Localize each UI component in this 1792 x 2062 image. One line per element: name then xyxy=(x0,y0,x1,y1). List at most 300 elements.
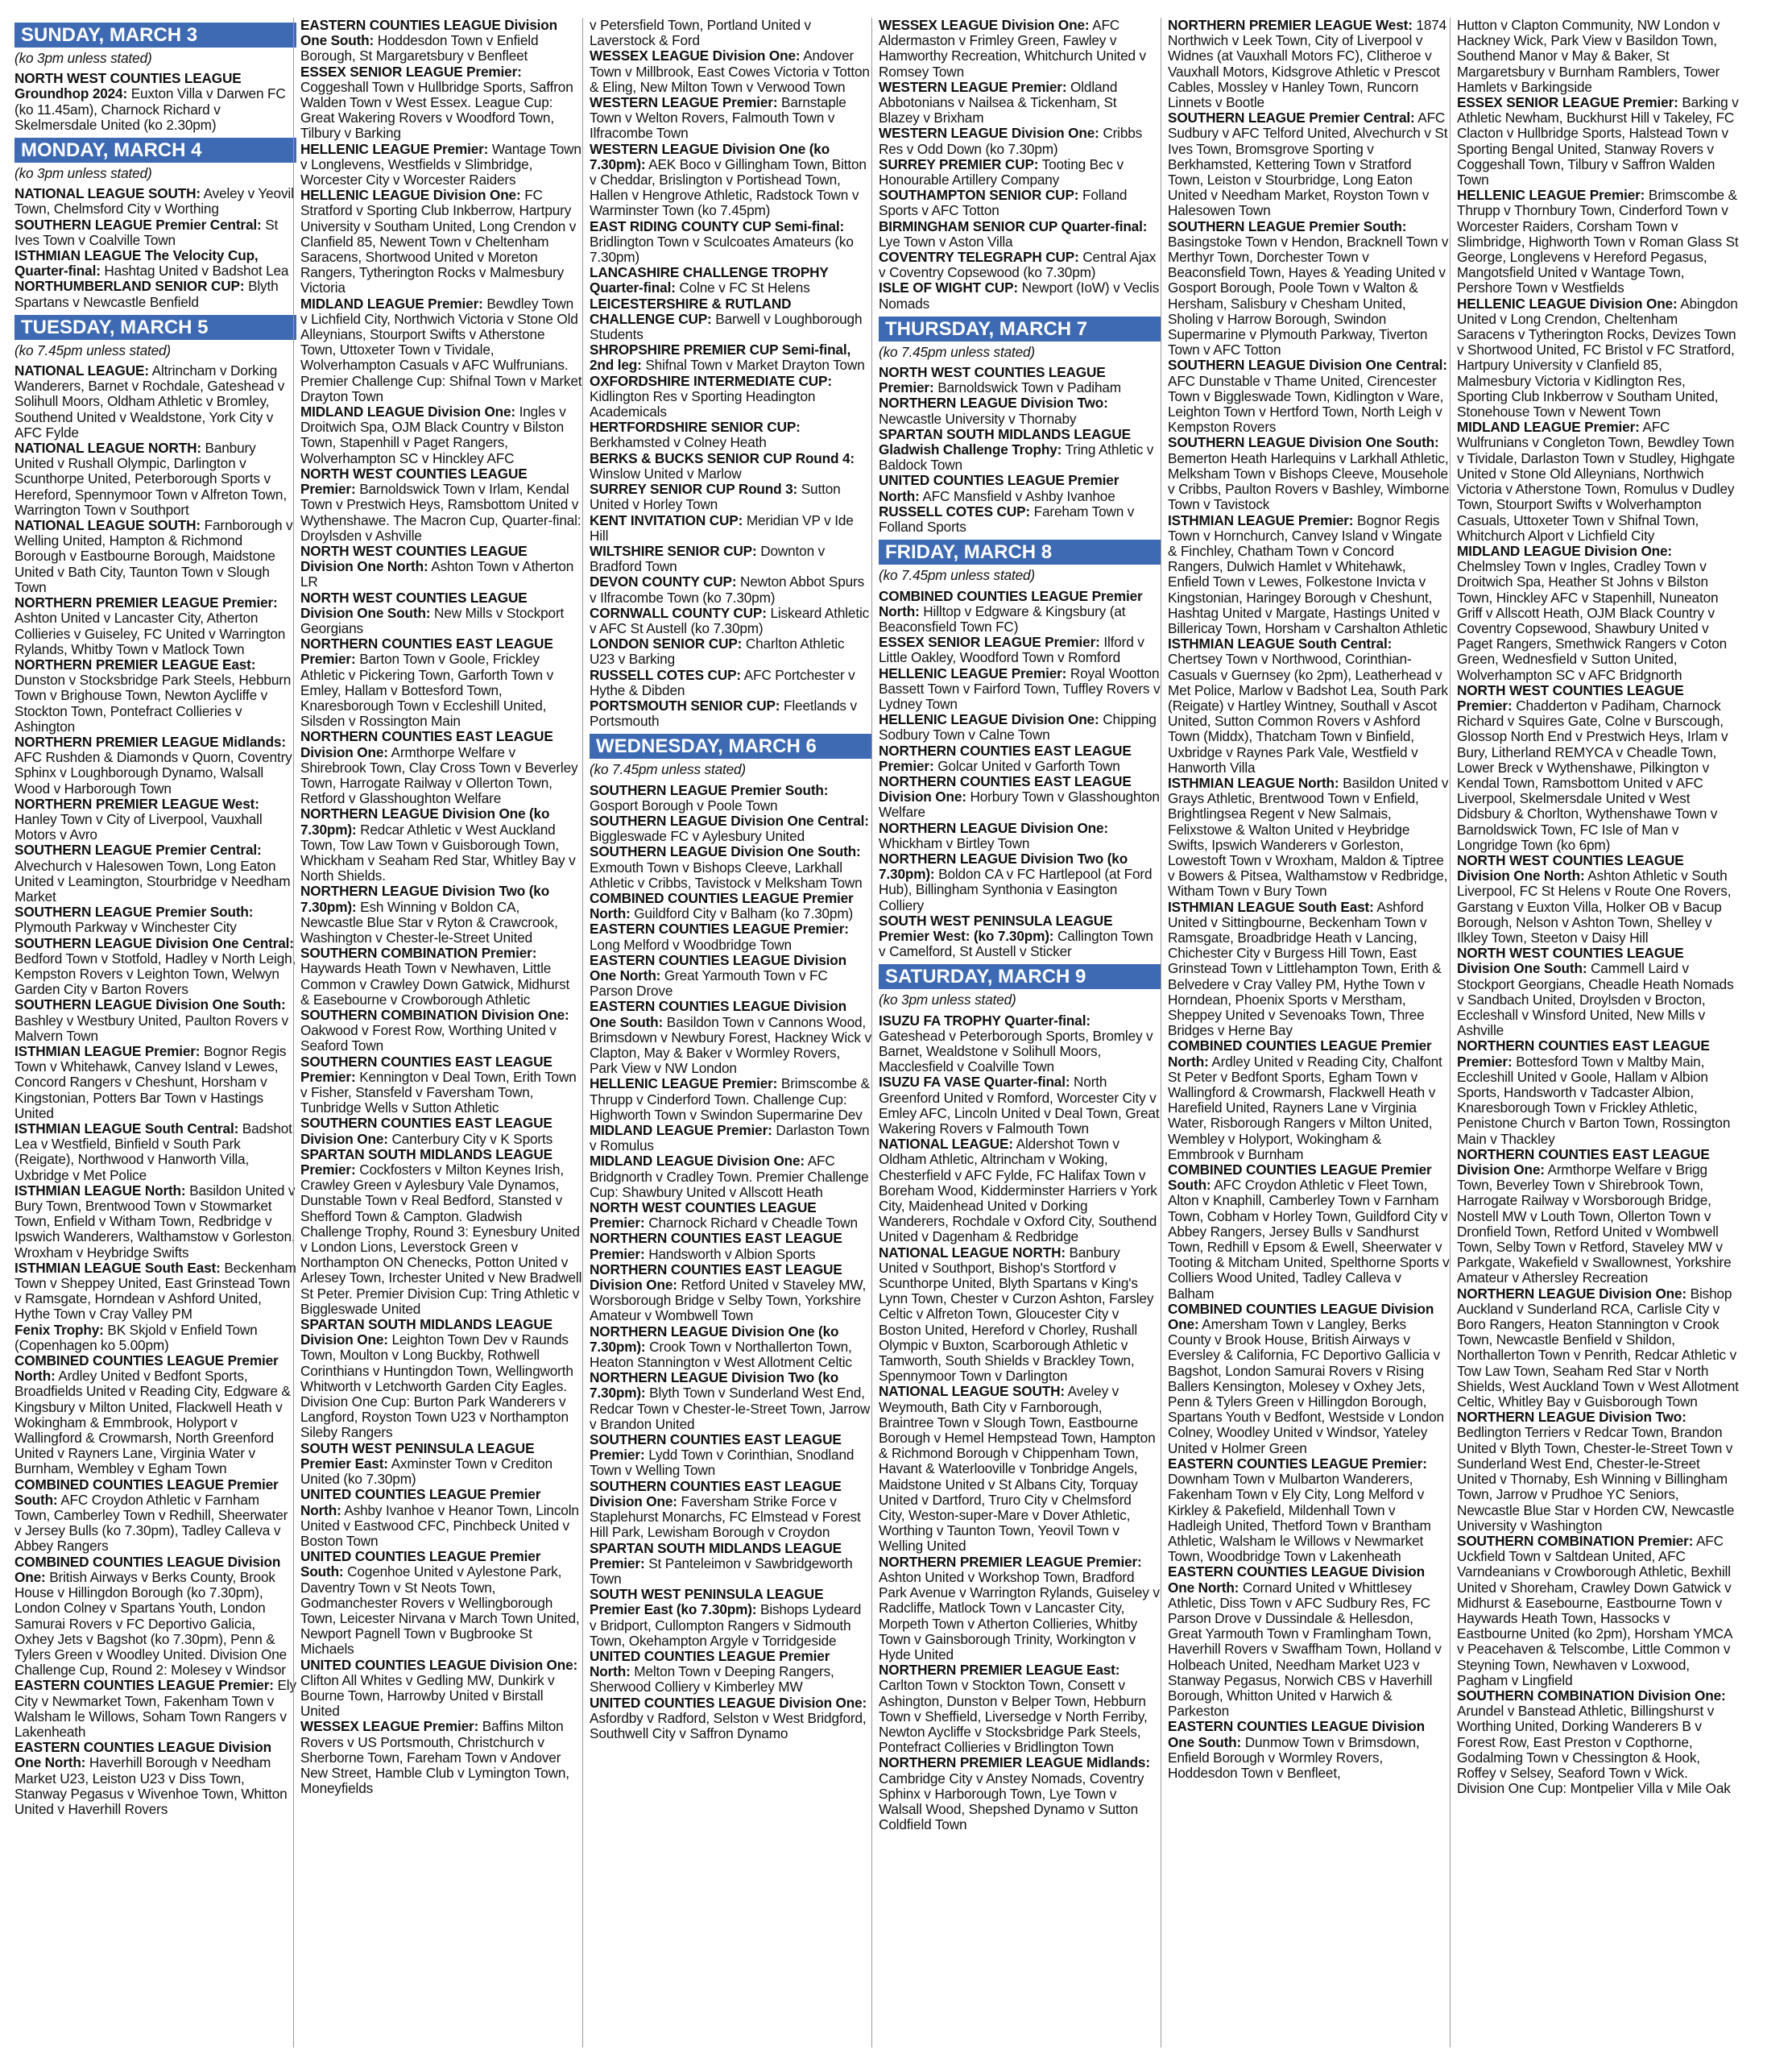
fixture-entry xyxy=(1168,1456,1450,1564)
fixture-list: Bedlington Terriers v Redcar Town, Brandon United v Blyth Town, Chester-le-Street Town v Sunderland West End, Chester-le-Street United v Thornaby, Esh Winning v Billingham Town, Jarrow v Prudhoe YC Seniors, Newcastle Blue Star v Horden CW, Newcastle University v Washington xyxy=(1457,1424,1735,1534)
competition-heading: SOUTHERN COMBINATION Division One: xyxy=(1457,1687,1726,1704)
fixture-list: Folland Sports v AFC Totton xyxy=(879,187,1128,219)
fixture-list: Cribbs Res v Odd Down (ko 7.30pm) xyxy=(879,125,1143,157)
competition-heading: NORTHERN COUNTIES EAST LEAGUE Division One: xyxy=(590,1261,842,1294)
fixture-entry xyxy=(590,1153,871,1200)
fixture-list: AFC Wulfrunians v Congleton Town, Bewdley Town v Tividale, Darlaston Town v Studley, Highgate United v Stone Old Alleynians, Northwich Victoria v Atherstone Town, Romulus v Dudley Town, Stourport Swifts v Wolverhampton Casuals, Uttoxeter Town v Shifnal Town, Whitchurch Alport v Lichfield City xyxy=(1457,419,1735,544)
fixture-entry xyxy=(590,48,871,95)
fixture-list: Wantage Town v Longlevens, Westfields v Slimbridge, Worcester City v Worcester Raiders xyxy=(300,140,581,188)
fixture-entry xyxy=(590,574,871,605)
fixture-entry xyxy=(590,1324,871,1371)
competition-heading: SOUTHERN LEAGUE Division One Central: xyxy=(1168,357,1447,374)
fixture-list: Crook Town v Northallerton Town, Heaton Stannington v West Allotment Celtic xyxy=(590,1338,852,1371)
competition-heading: NATIONAL LEAGUE SOUTH: xyxy=(879,1383,1065,1400)
competition-heading: SOUTHERN LEAGUE Premier Central: xyxy=(1168,110,1415,126)
fixture-list: Bashley v Westbury United, Paulton Rovers v Malvern Town xyxy=(14,1012,289,1044)
competition-heading: NORTHERN LEAGUE Division Two (ko 7.30pm): xyxy=(879,850,1128,883)
fixture-entry xyxy=(590,783,871,814)
fixture-list: Ashton United v Lancaster City, Atherton Collieries v Guiseley, FC United v Warrington Rylands, Whitby Town v Matlock Town xyxy=(14,610,286,657)
column-2 xyxy=(293,18,582,2048)
fixture-list: Meridian VP v Ide Hill xyxy=(590,511,854,544)
fixture-list: Charlton Athletic U23 v Barking xyxy=(590,636,845,668)
fixture-entry xyxy=(14,1044,296,1121)
fixture-list: Barking v Athletic Newham, Buckhurst Hill v Takeley, FC Clacton v Hullbridge Sports, Halstead Town v Sporting Bengal United, Stanway Rovers v Coggeshall Town, Tilbury v Saffron Walden Town xyxy=(1457,94,1739,188)
fixture-entry xyxy=(300,18,582,64)
day-heading: FRIDAY, MARCH 8 xyxy=(879,540,1161,565)
competition-heading: UNITED COUNTIES LEAGUE Division One: xyxy=(590,1694,867,1711)
fixture-entry xyxy=(300,64,582,142)
fixture-list: Chelmsley Town v Ingles, Cradley Town v Droitwich Spa, Heather St Johns v Bilston Town, Hinckley AFC v Stapenhill, Nuneaton Griff v Allscott Heath, OJM Black Country v Coventry Copsewood, Shawbury United v Paget Rangers, Smethwick Rangers v Coton Green, Wednesfield v Sutton United, Wolverhampton SC v AFC Bridgnorth xyxy=(1457,558,1728,683)
fixture-entry xyxy=(300,1441,582,1488)
competition-heading: WESTERN LEAGUE Division One (ko 7.30pm): xyxy=(590,140,830,172)
competition-heading: NORTHERN LEAGUE Division Two (ko 7.30pm): xyxy=(300,883,550,915)
competition-heading: BERKS & BUCKS SENIOR CUP Round 4: xyxy=(590,449,855,466)
competition-heading: COVENTRY TELEGRAPH CUP: xyxy=(879,249,1079,266)
competition-heading: NORTHERN PREMIER LEAGUE West: xyxy=(14,795,259,812)
competition-heading: ISTHMIAN LEAGUE North: xyxy=(14,1182,186,1199)
fixture-list: Barnstaple Town v Welton Rovers, Falmouth Town v Ilfracombe Town xyxy=(590,94,846,142)
competition-heading: COMBINED COUNTIES LEAGUE Premier South: xyxy=(1168,1161,1432,1194)
competition-heading: SOUTHERN LEAGUE Premier Central: xyxy=(14,842,262,859)
fixture-list: Boldon CA v FC Hartlepool (at Ford Hub), Billingham Synthonia v Easington Colliery xyxy=(879,866,1153,913)
competition-heading: SOUTHERN COMBINATION Division One: xyxy=(300,1007,569,1023)
fixture-list: Farnborough v Welling United, Hampton & Richmond Borough v Eastbourne Borough, Maidstone United v Bath City, Taunton Town v Slough Town xyxy=(14,517,293,595)
fixture-entry xyxy=(590,891,871,921)
fixture-entry xyxy=(300,404,582,466)
fixture-entry xyxy=(590,513,871,544)
fixture-list: Colne v FC St Helens xyxy=(679,279,810,296)
fixture-entry xyxy=(590,1262,871,1324)
competition-heading: COMBINED COUNTIES LEAGUE Premier North: xyxy=(1168,1037,1432,1070)
competition-heading: NATIONAL LEAGUE SOUTH: xyxy=(14,517,201,534)
fixture-list: Asfordby v Radford, Selston v West Bridgford, Southwell City v Saffron Dynamo xyxy=(590,1709,867,1741)
fixture-entry xyxy=(14,1121,296,1183)
fixture-entry xyxy=(1168,636,1450,776)
fixture-list: Dunston v Stocksbridge Park Steels, Hebburn Town v Brighouse Town, Newton Aycliffe v Stockton Town, Pontefract Collieries v Ashington xyxy=(14,672,292,735)
competition-heading: MIDLAND LEAGUE Division One: xyxy=(590,1153,805,1170)
competition-heading: COMBINED COUNTIES LEAGUE Premier North: xyxy=(879,587,1143,619)
fixture-entry xyxy=(879,427,1161,474)
fixture-entry xyxy=(300,296,582,404)
competition-heading: COMBINED COUNTIES LEAGUE Division One: xyxy=(1168,1300,1434,1333)
competition-heading: EASTERN COUNTIES LEAGUE Premier: xyxy=(14,1677,274,1694)
fixture-entry xyxy=(879,80,1161,126)
fixture-entry xyxy=(14,657,296,735)
fixture-list: Cammell Laird v Stockport Georgians, Cheadle Heath Nomads v Sandbach United, Droylsden v Brocton, Eccleshall v Winsford United, New Mills v Ashville xyxy=(1457,960,1734,1039)
competition-heading: SOUTHERN LEAGUE Premier Central: xyxy=(14,216,262,233)
fixture-entry xyxy=(300,142,582,188)
fixture-entry xyxy=(879,126,1161,156)
competition-heading: EASTERN COUNTIES LEAGUE Premier: xyxy=(590,921,849,938)
fixture-list: Barton Town v Goole, Frickley Athletic v Pickering Town, Garforth Town v Emley, Hallam v Bottesford Town, Knaresborough Town v Eccleshill United, Silsden v Rossington Main xyxy=(300,651,554,730)
fixture-list: Callington Town v Camelford, St Austell v Sticker xyxy=(879,927,1153,960)
fixture-list: Ashton Athletic v South Liverpool, FC St Helens v Route One Rovers, Garstang v Euxton Villa, Holker OB v Bacup Borough, Nelson v Ashton Town, Shelley v Ilkley Town, Steeton v Daisy Hill xyxy=(1457,867,1732,946)
fixture-list: Ely City v Newmarket Town, Fakenham Town v Walsham le Willows, Soham Town Rangers v Lakenheath xyxy=(14,1677,296,1740)
competition-heading: WESTERN LEAGUE Premier: xyxy=(879,78,1067,95)
fixture-entry xyxy=(1457,544,1739,683)
competition-heading: SOUTHERN COMBINATION Premier: xyxy=(300,945,537,962)
fixture-list: Barnoldswick Town v Padiham xyxy=(937,379,1121,396)
fixture-list: Fleetlands v Portsmouth xyxy=(590,697,857,730)
fixture-entry xyxy=(1457,1286,1739,1410)
competition-heading: BIRMINGHAM SENIOR CUP Quarter-final: xyxy=(879,217,1148,234)
fixture-entry xyxy=(14,1678,296,1740)
fixture-entry xyxy=(590,1076,871,1123)
competition-heading: NORTHERN COUNTIES EAST LEAGUE Division One: xyxy=(1457,1145,1710,1178)
fixture-list: Whickham v Birtley Town xyxy=(879,834,1030,851)
fixture-list: Dunmow Town v Brimsdown, Enfield Borough v Wormley Rovers, Hoddesdon Town v Benfleet, xyxy=(1168,1733,1420,1781)
fixture-entry xyxy=(879,712,1161,743)
fixture-entry xyxy=(14,1740,296,1817)
fixture-entry xyxy=(590,1370,871,1432)
competition-heading: ISTHMIAN LEAGUE South East: xyxy=(14,1259,221,1276)
fixture-list: Bedford Town v Stotfold, Hadley v North Leigh, Kempston Rovers v Leighton Town, Welwyn Garden City v Barton Rovers xyxy=(14,950,296,998)
fixture-entry xyxy=(590,1123,871,1153)
fixture-list: Axminster Town v Crediton United (ko 7.30pm) xyxy=(300,1455,552,1488)
fixture-entry xyxy=(590,953,871,1000)
day-heading: THURSDAY, MARCH 7 xyxy=(879,317,1161,342)
competition-heading: NORTHUMBERLAND SENIOR CUP: xyxy=(14,278,245,295)
competition-heading: NORTHERN LEAGUE Division One (ko 7.30pm): xyxy=(590,1323,839,1355)
fixture-entry xyxy=(14,1555,296,1679)
competition-heading: SOUTHERN COUNTIES EAST LEAGUE Premier: xyxy=(300,1053,552,1085)
fixture-list: Badshot Lea v Westfield, Binfield v South Park (Reigate), Northwood v Hanworth Villa, Uxbridge v Met Police xyxy=(14,1120,292,1183)
fixture-entry xyxy=(300,1116,582,1146)
competition-heading: NORTH WEST COUNTIES LEAGUE Premier: xyxy=(300,465,528,498)
competition-heading: KENT INVITATION CUP: xyxy=(590,511,743,528)
fixture-list: AFC Uckfield Town v Saltdean United, AFC Varndeanians v Crowborough Athletic, Bexhill United v Shoreham, Crawley Down Gatwick v Midhurst & Easebourne, Eastbourne Town v Haywards Heath Town, Hassocks v Eastbourne United (ko 2pm), Horsham YMCA v Peacehaven & Telscombe, Little Common v Steyning Town, Newhaven v Loxwood, Pagham v Lingfield xyxy=(1457,1532,1732,1688)
fixture-list: Carlton Town v Stockton Town, Consett v Ashington, Dunston v Belper Town, Hebburn Town v Sheffield, Liversedge v North Ferriby, Newton Aycliffe v Stocksbridge Park Steels, Pontefract Collieries v Bridlington Town xyxy=(879,1677,1148,1756)
fixture-entry xyxy=(879,365,1161,395)
fixture-list: Cornard United v Whittlesey Athletic, Diss Town v AFC Sudbury Res, FC Parson Drove v Dussindale & Hellesdon, Great Yarmouth Town v Framlingham Town, Haverhill Rovers v Swaffham Town, Holland v Holbeach United, Needham Market U23 v Stanway Pegasus, Norwich CBS v Haverhill Borough, Whitton United v Harwich & Parkeston xyxy=(1168,1579,1442,1720)
kickoff-note: (ko 3pm unless stated) xyxy=(14,50,152,66)
fixture-entry xyxy=(879,395,1161,426)
competition-heading: WESTERN LEAGUE Premier: xyxy=(590,94,778,111)
fixture-list: Cambridge City v Anstey Nomads, Coventry Sphinx v Harborough Town, Lye Town v Walsall Wood, Shepshed Dynamo v Sutton Coldfield Town xyxy=(879,1770,1144,1833)
fixture-entry xyxy=(1457,95,1739,188)
fixture-entry xyxy=(1457,946,1739,1038)
fixture-list: Bridlington Town v Sculcoates Amateurs (ko 7.30pm) xyxy=(590,233,854,266)
competition-heading: SOUTHAMPTON SENIOR CUP: xyxy=(879,187,1079,204)
competition-heading: CORNWALL COUNTY CUP: xyxy=(590,604,767,621)
fixture-entry xyxy=(1168,358,1450,435)
competition-heading: WESSEX LEAGUE Premier: xyxy=(300,1718,479,1735)
fixture-list: Banbury United v Southport, Bishop's Stortford v Scunthorpe United, Blyth Spartans v King's Lynn Town, Chester v Curzon Ashton, Farsley Celtic v Alfreton Town, Gloucester City v Boston United, Hereford v Chorley, Rushall Olympic v Buxton, Scarborough Athletic v Tamworth, South Shields v Brackley Town, Spennymoor Town v Darlington xyxy=(879,1244,1154,1385)
fixture-list: AFC Sudbury v AFC Telford United, Alvechurch v St Ives Town, Bromsgrove Sporting v Berkhamsted, Kettering Town v Stratford Town, Leiston v Stourbridge, Long Eaton United v Needham Market, Royston Town v Halesowen Town xyxy=(1168,110,1448,219)
competition-heading: UNITED COUNTIES LEAGUE Premier South: xyxy=(300,1548,541,1580)
fixture-list: Kennington v Deal Town, Erith Town v Fisher, Stansfeld v Faversham Town, Tunbridge Wells v Sutton Athletic xyxy=(300,1068,577,1116)
fixture-list: Chadderton v Padiham, Charnock Richard v Squires Gate, Colne v Burscough, Glossop North End v Prestwich Heys, Irlam v Bury, Litherland REMYCA v Cheadle Town, Lower Breck v Wythenshawe, Pilkington v Kendal Town, Ramsbottom United v AFC Liverpool, Skelmersdale United v West Didsbury & Chorlton, Wythenshawe Town v Barnoldswick Town, FC Isle of Man v Longridge Town (ko 6pm) xyxy=(1457,697,1728,853)
day-heading: SUNDAY, MARCH 3 xyxy=(14,23,296,48)
fixture-list: Baffins Milton Rovers v US Portsmouth, Christchurch v Sherborne Town, Fareham Town v Andover New Street, Hamble Club v Lymington Town, Moneyfields xyxy=(300,1718,569,1797)
fixture-entry xyxy=(879,666,1161,713)
competition-heading: Fenix Trophy: xyxy=(14,1321,104,1338)
fixture-entry xyxy=(590,814,871,844)
fixture-entry xyxy=(1168,1564,1450,1719)
competition-heading: PORTSMOUTH SENIOR CUP: xyxy=(590,697,780,714)
fixture-list: Amersham Town v Langley, Berks County v Brook House, British Airways v Eversley & California, FC Deportivo Gallicia v Bagshot, London Samurai Rovers v Rising Ballers Kensington, Molesey v Oxhey Jets, Penn & Tylers Green v Hillingdon Borough, Spartans Youth v Bedfont, Westside v London Colney, Woodley United v Windsor, Yateley United v Holmer Green xyxy=(1168,1316,1444,1456)
fixture-entry xyxy=(879,18,1161,80)
competition-heading: SPARTAN SOUTH MIDLANDS LEAGUE Gladwish Challenge Trophy: xyxy=(879,425,1131,458)
column-3 xyxy=(582,18,871,2048)
fixture-entry xyxy=(879,157,1161,188)
day-heading: WEDNESDAY, MARCH 6 xyxy=(590,734,871,759)
fixture-entry xyxy=(1168,1038,1450,1162)
competition-heading: NORTHERN COUNTIES EAST LEAGUE Premier: xyxy=(590,1230,842,1262)
fixture-list: Leighton Town Dev v Raunds Town, Moulton v Long Buckby, Rothwell Corinthians v Huntingdon Town, Wellingworth Whitworth v Letchworth Garden City Eagles. Division One Cup: Burton Park Wanderers v Langford, Royston Town U23 v Northampton Sileby Rangers xyxy=(300,1331,573,1441)
fixture-list: Canterbury City v K Sports xyxy=(391,1130,553,1147)
competition-heading: ISTHMIAN LEAGUE North: xyxy=(1168,774,1339,791)
competition-heading: HELLENIC LEAGUE Division One: xyxy=(300,187,521,204)
fixture-entry xyxy=(590,1696,871,1742)
competition-heading: NORTH WEST COUNTIES LEAGUE Division One North: xyxy=(1457,851,1684,884)
competition-heading: NORTHERN PREMIER LEAGUE Premier: xyxy=(14,594,278,611)
competition-heading: ISUZU FA VASE Quarter-final: xyxy=(879,1074,1070,1091)
competition-heading: SOUTHERN LEAGUE Division One South: xyxy=(1168,434,1439,451)
competition-heading: SOUTHERN LEAGUE Division One Central: xyxy=(14,934,294,951)
fixture-entry xyxy=(1457,683,1739,853)
competition-heading: NORTHERN PREMIER LEAGUE Midlands: xyxy=(879,1754,1150,1771)
fixture-list: AFC Rushden & Diamonds v Quorn, Coventry Sphinx v Loughborough Dynamo, Walsall Wood v Harborough Town xyxy=(14,749,292,797)
fixture-entry xyxy=(14,595,296,657)
fixture-entry xyxy=(1168,219,1450,358)
fixture-entry xyxy=(590,451,871,482)
competition-heading: COMBINED COUNTIES LEAGUE Premier South: xyxy=(14,1476,279,1508)
fixture-list: British Airways v Berks County, Brook House v Hillingdon Borough (ko 7.30pm), London Colney v Spartans Youth, London Samurai Rovers v FC Deportivo Galicia, Oxhey Jets v Bagshot (ko 7.30pm), Penn & Tylers Green v Woodley United. Division One Challenge Cup, Round 2: Molesey v Windsor xyxy=(14,1568,288,1679)
fixture-list: Charnock Richard v Cheadle Town xyxy=(648,1215,858,1232)
fixture-list: Handsworth v Albion Sports xyxy=(648,1245,816,1262)
column-6 xyxy=(1450,18,1739,2048)
fixture-entry xyxy=(879,821,1161,851)
fixture-entry xyxy=(1168,435,1450,512)
competition-heading: UNITED COUNTIES LEAGUE Division One: xyxy=(300,1656,578,1673)
competition-heading: SOUTHERN LEAGUE Premier South: xyxy=(14,904,254,921)
fixture-list: Armthorpe Welfare v Brigg Town, Beverley Town v Shirebrook Town, Harrogate Railway v Worsborough Bridge, Nostell MW v Louth Town, Ollerton Town v Dronfield Town, Retford United v Wombwell Town, Selby Town v Retford, Staveley MW v Parkgate, Wakefield v Swallownest, Yorkshire Amateur v Athersley Recreation xyxy=(1457,1161,1732,1286)
competition-heading: SOUTHERN COMBINATION Premier: xyxy=(1457,1532,1694,1549)
fixture-entry xyxy=(590,18,871,48)
competition-heading: ESSEX SENIOR LEAGUE Premier: xyxy=(300,63,522,80)
fixture-entry xyxy=(300,188,582,296)
competition-heading: EAST RIDING COUNTY CUP Semi-final: xyxy=(590,217,845,234)
competition-heading: SOUTHERN LEAGUE Division One South: xyxy=(590,843,861,860)
fixture-entry xyxy=(879,1074,1161,1137)
fixture-entry xyxy=(879,1755,1161,1832)
competition-heading: SHROPSHIRE PREMIER CUP Semi-final, 2nd leg: xyxy=(590,342,851,374)
fixture-list: Ardley United v Reading City, Chalfont St Peter v Bedfont Sports, Egham Town v Wallingford & Crowmarsh, Flackwell Heath v Harefield United, Rayners Lane v Virginia Water, Risborough Rangers v Milton United, Wembley v Holyport, Wokingham & Emmbrook v Burnham xyxy=(1168,1053,1442,1162)
fixture-entry xyxy=(879,1013,1161,1075)
fixture-entry xyxy=(14,1477,296,1555)
fixture-entry xyxy=(879,219,1161,250)
fixture-list: Chertsey Town v Northwood, Corinthian-Casuals v Guernsey (ko 2pm), Leatherhead v Met Police, Marlow v Badshot Lea, South Park (Reigate) v Hartley Wintney, Southall v Ascot United, Sutton Common Rovers v Ashford Town (Middx), Thatcham Town v Binfield, Uxbridge v Raynes Park Vale, Westfield v Hanworth Villa xyxy=(1168,651,1448,776)
fixture-entry xyxy=(1168,1302,1450,1456)
competition-heading: MIDLAND LEAGUE Division One: xyxy=(300,404,515,420)
fixture-entry xyxy=(590,342,871,373)
fixture-entry xyxy=(590,1587,871,1649)
competition-heading: NORTHERN LEAGUE Division Two (ko 7.30pm): xyxy=(590,1369,839,1402)
fixture-entry xyxy=(879,473,1161,503)
fixture-list: Ashton United v Workshop Town, Bradford Park Avenue v Warrington Rylands, Guiseley v Radcliffe, Matlock Town v Lancaster City, Morpeth Town v Atherton Collieries, Whitby Town v Gainsborough Trinity, Workington v Hyde United xyxy=(879,1568,1160,1662)
fixture-entry xyxy=(14,217,296,248)
fixture-entry xyxy=(590,606,871,636)
fixture-entry xyxy=(14,518,296,595)
competition-heading: MIDLAND LEAGUE Premier: xyxy=(300,295,483,312)
fixture-list: Aveley v Weymouth, Bath City v Farnborough, Braintree Town v Slough Town, Eastbourne Borough v Hemel Hempstead Town, Hampton & Richmond Borough v Chippenham Town, Havant & Waterlooville v Tonbridge Angels, Maidstone United v St Albans City, Torquay United v Dartford, Truro City v Chelmsford City, Weston-super-Mare v Dover Athletic, Worthing v Taunton Town, Yeovil Town v Welling United xyxy=(879,1383,1156,1555)
competition-heading: NORTH WEST COUNTIES LEAGUE Division One North: xyxy=(300,542,528,575)
fixture-list: Bottesford Town v Maltby Main, Eccleshill United v Goole, Hallam v Albion Sports, Handsworth v Tadcaster Albion, Knaresborough Town v Frickley Athletic, Penistone Church v Barton Town, Rossington Main v Thackley xyxy=(1457,1053,1731,1147)
competition-heading: SPARTAN SOUTH MIDLANDS LEAGUE Division One: xyxy=(300,1316,552,1348)
competition-heading: NORTH WEST COUNTIES LEAGUE Division One South: xyxy=(1457,945,1684,977)
fixture-entry xyxy=(1457,296,1739,420)
fixture-list: AFC Croydon Athletic v Farnham Town, Camberley Town v Redhill, Sheerwater v Jersey Bulls (ko 7.30pm), Tadley Calleva v Abbey Rangers xyxy=(14,1491,288,1555)
fixture-entry xyxy=(14,936,296,998)
fixture-list: Downham Town v Mulbarton Wanderers, Fakenham Town v Ely City, Long Melford v Kirkley & Pakefield, Mildenhall Town v Hadleigh United, Thetford Town v Brantham Athletic, Walsham le Willows v Newmarket Town, Woodbridge Town v Lakenheath xyxy=(1168,1471,1431,1565)
competition-heading: EASTERN COUNTIES LEAGUE Division One South: xyxy=(590,998,846,1030)
fixture-entry xyxy=(1457,1534,1739,1688)
fixture-entry xyxy=(590,921,871,952)
fixture-entry xyxy=(879,250,1161,280)
fixture-entry xyxy=(14,1183,296,1261)
competition-heading: ESSEX SENIOR LEAGUE Premier: xyxy=(879,634,1100,651)
competition-heading: NORTHERN LEAGUE Division One: xyxy=(1457,1285,1686,1302)
kickoff-note: (ko 7.45pm unless stated) xyxy=(590,761,747,778)
fixture-list: Lydd Town v Corinthian, Snodland Town v Welling Town xyxy=(590,1447,855,1479)
fixture-entry xyxy=(590,420,871,450)
fixture-entry xyxy=(1457,1688,1739,1796)
fixture-list: Horbury Town v Glasshoughton Welfare xyxy=(879,789,1160,821)
fixture-entry xyxy=(590,668,871,698)
competition-heading: HELLENIC LEAGUE Division One: xyxy=(1457,295,1678,312)
fixture-list: Newcastle University v Thornaby xyxy=(879,410,1077,427)
fixture-list: Retford United v Staveley MW, Worsborough Bridge v Selby Town, Yorkshire Amateur v Wombwell Town xyxy=(590,1277,867,1324)
fixture-entry xyxy=(300,806,582,884)
fixture-entry xyxy=(300,544,582,590)
fixture-entry xyxy=(14,441,296,518)
fixture-list: Brimscombe & Thrupp v Thornbury Town, Cinderford Town v Worcester Raiders, Corsham Town v Slimbridge, Highworth Town v Roman Glass St George, Longlevens v Hereford Pegasus, Mangotsfield United v Wantage Town, Pershore Town v Westfields xyxy=(1457,187,1739,296)
fixture-entry xyxy=(590,1541,871,1588)
fixture-list: Ashton Town v Atherton LR xyxy=(300,558,574,590)
fixture-entry xyxy=(1168,1719,1450,1781)
fixture-list: Banbury United v Rushall Olympic, Darlington v Scunthorpe United, Peterborough Sports v Hereford, Spennymoor Town v Alfreton Town, Warrington Town v Southport xyxy=(14,440,287,518)
fixture-list: Blyth Town v Sunderland West End, Redcar Town v Chester-le-Street Town, Jarrow v Brandon United xyxy=(590,1385,871,1432)
fixture-entry xyxy=(590,1231,871,1261)
fixture-entry xyxy=(1457,853,1739,946)
competition-heading: SOUTHERN LEAGUE Premier South: xyxy=(1168,217,1407,234)
fixture-entry xyxy=(590,482,871,512)
fixture-list: Winslow United v Marlow xyxy=(590,465,742,482)
competition-heading: NATIONAL LEAGUE NORTH: xyxy=(879,1244,1066,1261)
fixture-entry xyxy=(590,1200,871,1231)
competition-heading: LEICESTERSHIRE & RUTLAND CHALLENGE CUP: xyxy=(590,295,792,327)
competition-heading: NORTHERN PREMIER LEAGUE Midlands: xyxy=(14,733,286,750)
fixture-list: Central Ajax v Coventry Copsewood (ko 7.30pm) xyxy=(879,249,1157,281)
fixture-list: Haverhill Borough v Needham Market U23, Leiston U23 v Diss Town, Stanway Pegasus v Wivenhoe Town, Whitton United v Haverhill Rovers xyxy=(14,1754,288,1817)
competition-heading: RUSSELL COTES CUP: xyxy=(879,503,1030,520)
competition-heading: HELLENIC LEAGUE Premier: xyxy=(1457,187,1645,204)
fixture-list: Downton v Bradford Town xyxy=(590,542,826,575)
competition-heading: NORTH WEST COUNTIES LEAGUE Division One South: xyxy=(300,589,528,621)
competition-heading: ISLE OF WIGHT CUP: xyxy=(879,279,1018,296)
fixture-entry xyxy=(879,280,1161,311)
fixture-entry xyxy=(879,743,1161,774)
fixture-list: Royal Wootton Bassett Town v Fairford Town, Tuffley Rovers v Lydney Town xyxy=(879,665,1161,712)
competition-heading: NATIONAL LEAGUE NORTH: xyxy=(14,440,201,457)
competition-heading: SPARTAN SOUTH MIDLANDS LEAGUE Premier: xyxy=(300,1145,552,1178)
fixture-list: Haywards Heath Town v Newhaven, Little Common v Crawley Down Gatwick, Midhurst & Easebourne v Crowborough Athletic xyxy=(300,960,570,1008)
fixture-entry xyxy=(300,1147,582,1317)
competition-heading: NORTH WEST COUNTIES LEAGUE Premier: xyxy=(879,364,1106,396)
fixture-entry xyxy=(1168,900,1450,1039)
fixture-list: New Mills v Stockport Georgians xyxy=(300,604,565,636)
fixture-entry xyxy=(879,589,1161,636)
fixture-entry xyxy=(590,374,871,420)
competition-heading: ISTHMIAN LEAGUE Premier: xyxy=(14,1042,201,1059)
fixture-list: AFC Dunstable v Thame United, Cirencester Town v Biggleswade Town, Kidlington v Ware, Leighton Town v Hertford Town, North Leigh v Kempston Rovers xyxy=(1168,372,1444,436)
fixture-list: Basildon United v Grays Athletic, Brentwood Town v Enfield, Brightlingsea Regent v New Salmais, Felixstowe & Walton United v Heybridge Swifts, Ipswich Wanderers v Gorleston, Lowestoft Town v Wroxham, Maldon & Tiptree v Bowers & Pitsea, Walthamstow v Redbridge, Witham Town v Bury Town xyxy=(1168,774,1449,900)
day-heading: TUESDAY, MARCH 5 xyxy=(14,315,296,340)
fixture-list: Chipping Sodbury Town v Calne Town xyxy=(879,711,1157,743)
fixture-entry xyxy=(300,1008,582,1054)
day-heading: MONDAY, MARCH 4 xyxy=(14,138,296,163)
fixture-list: Bishop Auckland v Sunderland RCA, Carlisle City v Boro Rangers, Heaton Stannington v Crook Town, Newcastle Benfield v Shildon, Northallerton Town v Penrith, Redcar Athletic v Tow Law Town, Seaham Red Star v North Shields, West Auckland Town v West Allotment Celtic, Whitley Bay v Guisborough Town xyxy=(1457,1285,1739,1410)
competition-heading: ISTHMIAN LEAGUE South East: xyxy=(1168,898,1374,915)
fixture-list: Fareham Town v Folland Sports xyxy=(879,503,1135,536)
fixture-entry xyxy=(590,544,871,574)
fixture-list: Newton Abbot Spurs v Ilfracombe Town (ko 7.30pm) xyxy=(590,573,865,606)
fixture-list: Bishops Lydeard v Bridport, Cullompton Rangers v Sidmouth Town, Okehampton Argyle v Torridgeside xyxy=(590,1601,862,1649)
fixture-list: AFC Croydon Athletic v Fleet Town, Alton v Knaphill, Camberley Town v Farnham Town, Cobham v Horley Town, Guildford City v Abbey Rangers, Jersey Bulls v Sandhurst Town, Redhill v Epsom & Ewell, Sheerwater v Tooting & Mitcham United, Spelthorne Sports v Colliers Wood United, Tadley Calleva v Balham xyxy=(1168,1177,1450,1302)
fixture-entry xyxy=(14,1353,296,1477)
competition-heading: NORTHERN PREMIER LEAGUE East: xyxy=(879,1662,1120,1679)
fixture-list: 1874 Northwich v Leek Town, City of Liverpool v Widnes (at Vauxhall Motors FC), Clitheroe v Vauxhall Motors, Kidsgrove Athletic v Prescot Cables, Mossley v Hanley Town, Runcorn Linnets v Bootle xyxy=(1168,18,1447,111)
competition-heading: NORTH WEST COUNTIES LEAGUE Premier: xyxy=(1457,681,1684,714)
fixture-list: AEK Boco v Gillingham Town, Bitton v Cheddar, Brislington v Portishead Town, Hallen v Hengrove Athletic, Radstock Town v Warminster Town (ko 7.45pm) xyxy=(590,155,867,219)
fixture-list: Ashby Ivanhoe v Heanor Town, Lincoln United v Eastwood CFC, Pinchbeck United v Boston Town xyxy=(300,1501,579,1549)
fixture-entry xyxy=(14,186,296,217)
fixture-entry xyxy=(879,1662,1161,1755)
kickoff-note: (ko 3pm unless stated) xyxy=(14,165,152,182)
fixture-list: Great Yarmouth Town v FC Parson Drove xyxy=(590,967,828,1000)
fixture-list: Armthorpe Welfare v Shirebrook Town, Clay Cross Town v Beverley Town, Harrogate Railway v Ollerton Town, Retford v Glasshoughton Welfare xyxy=(300,743,578,807)
fixture-list: Andover Town v Millbrook, East Cowes Victoria v Totton & Eling, New Milton Town v Verwood Town xyxy=(590,48,870,95)
fixture-list: Hutton v Clapton Community, NW London v Hackney Wick, Park View v Basildon Town, Southend Manor v May & Baker, St Margaretsbury v Burnham Ramblers, Tower Hamlets v Barkingside xyxy=(1457,18,1720,95)
fixture-list: Cogenhoe United v Aylestone Park, Daventry Town v St Neots Town, Godmanchester Rovers v Wellingborough Town, Leicester Nirvana v March Town United, Newport Pagnell Town v Bugbrooke St Michaels xyxy=(300,1563,580,1658)
fixture-entry xyxy=(879,1555,1161,1662)
fixture-list: Bewdley Town v Lichfield City, Northwich Victoria v Stone Old Alleynians, Stourport Swifts v Atherstone Town, Uttoxeter Town v Tividale, Wolverhampton Casuals v AFC Wulfrunians. Premier Challenge Cup: Shifnal Town v Market Drayton Town xyxy=(300,295,582,404)
competition-heading: WESTERN LEAGUE Division One: xyxy=(879,125,1099,142)
fixture-entry xyxy=(590,1432,871,1479)
kickoff-note: (ko 3pm unless stated) xyxy=(879,992,1016,1008)
fixture-list: Barwell v Loughborough Students xyxy=(590,310,863,343)
fixture-list: AFC Portchester v Hythe & Dibden xyxy=(590,666,855,698)
fixture-entry xyxy=(14,843,296,905)
fixture-entry xyxy=(590,1479,871,1541)
fixture-list: Hilltop v Edgware & Kingsbury (at Beaconsfield Town FC) xyxy=(879,602,1126,635)
fixture-entry xyxy=(590,219,871,266)
fixture-entry xyxy=(300,946,582,1008)
fixture-list: Plymouth Parkway v Winchester City xyxy=(14,919,237,936)
competition-heading: HELLENIC LEAGUE Premier: xyxy=(590,1075,778,1092)
fixture-list: Abingdon United v Long Crendon, Cheltenham Saracens v Tytherington Rocks, Devizes Town v Shortwood United, FC Bristol v FC Stratford, Hartpury University v Clanfield 85, Malmesbury Victoria v Kidlington Res, Sporting Club Inkberrow v Southam United, Stonehouse Town v Newent Town xyxy=(1457,295,1738,420)
competition-heading: NORTHERN PREMIER LEAGUE Premier: xyxy=(879,1553,1142,1570)
competition-heading: NATIONAL LEAGUE SOUTH: xyxy=(14,185,201,202)
column-1 xyxy=(14,18,296,2048)
fixture-list: Newport (IoW) v Veclis Nomads xyxy=(879,279,1160,312)
competition-heading: WESSEX LEAGUE Division One: xyxy=(879,18,1090,33)
competition-heading: COMBINED COUNTIES LEAGUE Premier North: xyxy=(14,1352,279,1385)
competition-heading: NORTH WEST COUNTIES LEAGUE Premier: xyxy=(590,1199,817,1232)
competition-heading: ISTHMIAN LEAGUE The Velocity Cup, Quarter-final: xyxy=(14,247,259,279)
fixture-entry xyxy=(1457,1038,1739,1146)
